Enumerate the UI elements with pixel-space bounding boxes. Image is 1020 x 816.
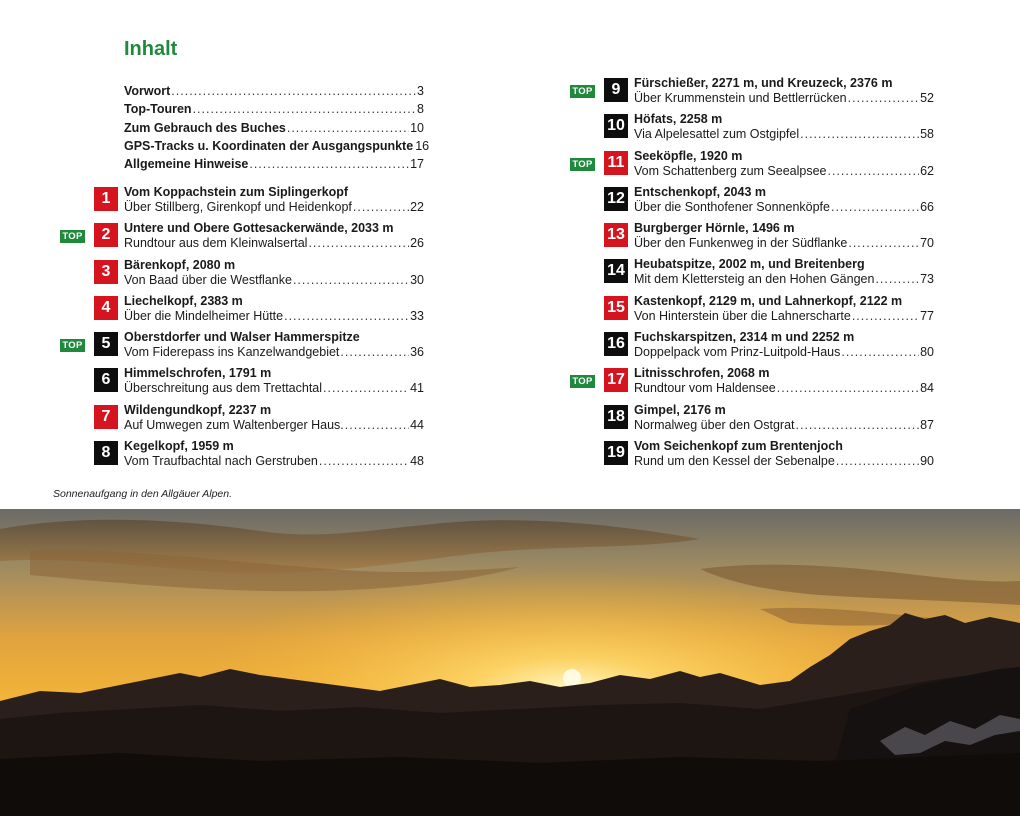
tour-page: 26 bbox=[410, 236, 424, 251]
tour-title: Bärenkopf, 2080 m bbox=[124, 257, 236, 272]
tour-number: 15 bbox=[604, 296, 628, 320]
tour-page: 30 bbox=[410, 272, 424, 287]
photo-caption: Sonnenaufgang in den Allgäuer Alpen. bbox=[53, 488, 233, 500]
sunrise-photo bbox=[0, 509, 1020, 816]
tour-subtitle: Vom Traufbachtal nach Gerstruben bbox=[124, 454, 318, 469]
tour-subtitle: Rundtour aus dem Kleinwalsertal bbox=[124, 236, 308, 251]
tour-subtitle-row bbox=[634, 127, 934, 142]
leader-dots bbox=[193, 100, 416, 118]
tour-item-17[interactable] bbox=[570, 365, 934, 401]
tour-number: 14 bbox=[604, 259, 628, 283]
intro-item-vorwort[interactable] bbox=[124, 82, 424, 100]
tour-subtitle: Von Baad über die Westflanke bbox=[124, 272, 292, 287]
tour-number: 7 bbox=[94, 405, 118, 429]
tour-list-right bbox=[570, 75, 934, 474]
tour-subtitle: Über die Sonthofener Sonnenköpfe bbox=[634, 199, 830, 214]
tour-subtitle-row bbox=[634, 164, 934, 179]
tour-page: 73 bbox=[920, 272, 934, 287]
tour-subtitle: Vom Fiderepass ins Kanzelwandgebiet bbox=[124, 345, 340, 360]
intro-item-hinweise[interactable] bbox=[124, 155, 424, 173]
tour-title: Vom Koppachstein zum Siplingerkopf bbox=[124, 185, 349, 199]
tour-title: Seeköpfle, 1920 m bbox=[634, 148, 743, 163]
tour-number: 11 bbox=[604, 151, 628, 175]
leader-dots bbox=[827, 164, 919, 179]
tour-number: 5 bbox=[94, 332, 118, 356]
tour-subtitle: Mit dem Klettersteig an den Hohen Gängen bbox=[634, 272, 875, 287]
tour-title: Entschenkopf, 2043 m bbox=[634, 184, 766, 199]
intro-item-label: GPS-Tracks u. Koordinaten der Ausgangspunkte bbox=[124, 138, 414, 153]
tour-page: 62 bbox=[920, 163, 934, 178]
tour-title: Gimpel, 2176 m bbox=[634, 402, 726, 417]
tour-number: 12 bbox=[604, 187, 628, 211]
intro-item-page: 8 bbox=[417, 102, 424, 117]
tour-item-19[interactable] bbox=[570, 438, 934, 474]
tour-title: Vom Seichenkopf zum Brentenjoch bbox=[634, 438, 843, 453]
tour-item-1[interactable] bbox=[60, 184, 424, 220]
tour-page: 80 bbox=[920, 345, 934, 360]
top-badge: TOP bbox=[60, 339, 85, 352]
tour-subtitle: Via Alpelesattel zum Ostgipfel bbox=[634, 127, 800, 142]
tour-title: Litnisschrofen, 2068 m bbox=[634, 366, 770, 381]
tour-subtitle-row bbox=[124, 200, 424, 215]
tour-subtitle-row bbox=[124, 273, 424, 288]
leader-dots bbox=[848, 236, 919, 251]
tour-item-7[interactable] bbox=[60, 402, 424, 438]
leader-dots bbox=[340, 345, 409, 360]
tour-title: Burgberger Hörnle, 1496 m bbox=[634, 221, 795, 236]
tour-subtitle-row bbox=[124, 418, 424, 433]
tour-item-9[interactable] bbox=[570, 75, 934, 111]
tour-item-12[interactable] bbox=[570, 184, 934, 220]
tour-item-6[interactable] bbox=[60, 365, 424, 401]
tour-subtitle: Rundtour vom Haldensee bbox=[634, 381, 776, 396]
tour-title: Himmelschrofen, 1791 m bbox=[124, 366, 272, 381]
tour-subtitle-row bbox=[124, 309, 424, 324]
tour-subtitle: Überschreitung aus dem Trettachtal bbox=[124, 381, 323, 396]
tour-item-2[interactable] bbox=[60, 220, 424, 256]
top-badge: TOP bbox=[570, 85, 595, 98]
tour-number: 2 bbox=[94, 223, 118, 247]
tour-page: 70 bbox=[920, 236, 934, 251]
tour-subtitle: Rund um den Kessel der Sebenalpe bbox=[634, 453, 835, 468]
tour-number: 4 bbox=[94, 296, 118, 320]
tour-page: 44 bbox=[410, 417, 424, 432]
leader-dots bbox=[323, 381, 409, 396]
tour-item-10[interactable] bbox=[570, 111, 934, 147]
tour-subtitle-row bbox=[634, 454, 934, 469]
tour-subtitle: Von Hinterstein über die Lahnerscharte bbox=[634, 308, 851, 323]
leader-dots bbox=[777, 381, 919, 396]
leader-dots bbox=[171, 82, 416, 100]
tour-number: 1 bbox=[94, 187, 118, 211]
tour-number: 19 bbox=[604, 441, 628, 465]
leader-dots bbox=[841, 345, 919, 360]
tour-title: Liechelkopf, 2383 m bbox=[124, 293, 243, 308]
leader-dots bbox=[836, 454, 919, 469]
leader-dots bbox=[800, 127, 919, 142]
tour-item-18[interactable] bbox=[570, 402, 934, 438]
intro-item-label: Top-Touren bbox=[124, 102, 192, 117]
tour-number: 16 bbox=[604, 332, 628, 356]
tour-item-5[interactable] bbox=[60, 329, 424, 365]
tour-title: Heubatspitze, 2002 m, und Breitenberg bbox=[634, 257, 865, 272]
tour-subtitle: Über den Funkenweg in der Südflanke bbox=[634, 236, 848, 251]
tour-subtitle-row bbox=[124, 345, 424, 360]
tour-title: Fürschießer, 2271 m, und Kreuzeck, 2376 m bbox=[634, 76, 893, 90]
tour-subtitle-row bbox=[634, 272, 934, 287]
tour-subtitle-row bbox=[124, 236, 424, 251]
tour-page: 87 bbox=[920, 417, 934, 432]
tour-subtitle: Normalweg über den Ostgrat bbox=[634, 417, 795, 432]
leader-dots bbox=[796, 418, 920, 433]
tour-item-11[interactable] bbox=[570, 148, 934, 184]
top-badge: TOP bbox=[60, 230, 85, 243]
tour-subtitle-row bbox=[634, 381, 934, 396]
tour-number: 10 bbox=[604, 114, 628, 138]
tour-item-4[interactable] bbox=[60, 293, 424, 329]
tour-item-3[interactable] bbox=[60, 257, 424, 293]
intro-item-page: 3 bbox=[417, 84, 424, 98]
tour-item-15[interactable] bbox=[570, 293, 934, 329]
tour-number: 3 bbox=[94, 260, 118, 284]
tour-page: 77 bbox=[920, 308, 934, 323]
tour-item-14[interactable] bbox=[570, 256, 934, 292]
intro-item-label: Zum Gebrauch des Buches bbox=[124, 120, 286, 135]
tour-list-left bbox=[60, 184, 424, 474]
intro-item-gps[interactable] bbox=[124, 137, 430, 155]
tour-page: 41 bbox=[410, 381, 424, 396]
tour-page: 84 bbox=[920, 381, 934, 396]
intro-item-label: Vorwort bbox=[124, 84, 171, 98]
leader-dots bbox=[249, 155, 409, 173]
tour-title: Oberstdorfer und Walser Hammerspitze bbox=[124, 330, 360, 345]
tour-number: 13 bbox=[604, 223, 628, 247]
tour-subtitle-row bbox=[634, 345, 934, 360]
intro-item-page: 17 bbox=[410, 157, 424, 172]
tour-item-16[interactable] bbox=[570, 329, 934, 365]
leader-dots bbox=[831, 200, 919, 215]
tour-item-8[interactable] bbox=[60, 438, 424, 474]
tour-page: 33 bbox=[410, 308, 424, 323]
tour-title: Untere und Obere Gottesackerwände, 2033 m bbox=[124, 221, 394, 236]
tour-number: 6 bbox=[94, 368, 118, 392]
tour-subtitle-row bbox=[634, 91, 934, 106]
leader-dots bbox=[284, 309, 409, 324]
tour-subtitle-row bbox=[634, 418, 934, 433]
tour-subtitle: Über die Mindelheimer Hütte bbox=[124, 308, 284, 323]
tour-page: 58 bbox=[920, 127, 934, 142]
leader-dots bbox=[875, 272, 919, 287]
tour-subtitle: Über Krummenstein und Bettlerrücken bbox=[634, 91, 847, 105]
tour-subtitle-row bbox=[634, 309, 934, 324]
tour-subtitle-row bbox=[634, 236, 934, 251]
tour-subtitle-row bbox=[634, 200, 934, 215]
tour-title: Wildengundkopf, 2237 m bbox=[124, 402, 272, 417]
tour-page: 22 bbox=[410, 200, 424, 214]
leader-dots bbox=[319, 454, 409, 469]
intro-item-label: Allgemeine Hinweise bbox=[124, 157, 249, 172]
intro-item-top-touren[interactable] bbox=[124, 100, 424, 118]
leader-dots bbox=[308, 236, 409, 251]
tour-title: Kastenkopf, 2129 m, und Lahnerkopf, 2122 m bbox=[634, 293, 903, 308]
leader-dots bbox=[848, 91, 919, 106]
tour-subtitle: Vom Schattenberg zum Seealpsee bbox=[634, 163, 827, 178]
tour-title: Höfats, 2258 m bbox=[634, 112, 723, 127]
page-title: Inhalt bbox=[124, 38, 178, 60]
tour-subtitle-row bbox=[124, 381, 424, 396]
tour-title: Kegelkopf, 1959 m bbox=[124, 439, 234, 454]
leader-dots bbox=[287, 119, 409, 137]
tour-page: 90 bbox=[920, 453, 934, 468]
top-badge: TOP bbox=[570, 375, 595, 388]
tour-subtitle: Auf Umwegen zum Waltenberger Haus. bbox=[124, 417, 344, 432]
intro-item-page: 10 bbox=[410, 120, 424, 135]
tour-page: 48 bbox=[410, 454, 424, 469]
tour-number: 18 bbox=[604, 405, 628, 429]
tour-page: 52 bbox=[920, 91, 934, 105]
tour-number: 17 bbox=[604, 368, 628, 392]
tour-item-13[interactable] bbox=[570, 220, 934, 256]
top-badge: TOP bbox=[570, 158, 595, 171]
leader-dots bbox=[353, 200, 409, 215]
tour-number: 8 bbox=[94, 441, 118, 465]
leader-dots bbox=[345, 418, 409, 433]
tour-page: 36 bbox=[410, 345, 424, 360]
intro-list bbox=[124, 82, 430, 173]
leader-dots bbox=[852, 309, 919, 324]
leader-dots bbox=[293, 273, 409, 288]
tour-subtitle: Über Stillberg, Girenkopf und Heidenkopf bbox=[124, 200, 352, 214]
tour-page: 66 bbox=[920, 199, 934, 214]
tour-number: 9 bbox=[604, 78, 628, 102]
intro-item-gebrauch[interactable] bbox=[124, 119, 424, 137]
tour-title: Fuchskarspitzen, 2314 m und 2252 m bbox=[634, 330, 855, 345]
tour-subtitle-row bbox=[124, 454, 424, 469]
tour-subtitle: Doppelpack vom Prinz-Luitpold-Haus bbox=[634, 345, 841, 360]
intro-item-page: 16 bbox=[415, 138, 430, 153]
